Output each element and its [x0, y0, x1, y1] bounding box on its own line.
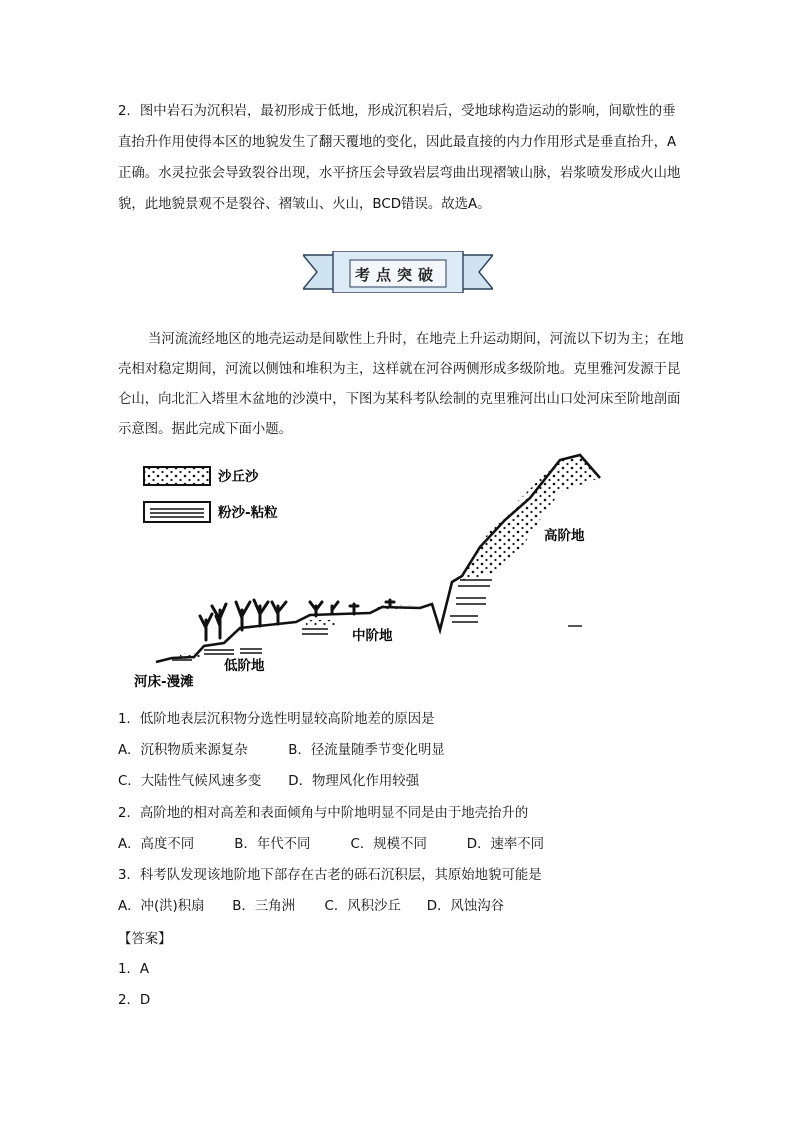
question-2-options [118, 833, 544, 852]
label-middle-terrace: 中阶地 [352, 628, 393, 644]
answer-title: 【答案】 [118, 932, 172, 947]
question-1-option-a: A．沉积物质来源复杂 [118, 743, 248, 758]
question-3-stem: 3．科考队发现该地阶地下部存在古老的砾石沉积层，其原始地貌可能是 [118, 868, 542, 883]
question-2-option-d: D．速率不同 [466, 837, 545, 852]
legend-silt-label: 粉沙-粘粒 [218, 505, 278, 521]
terrace-profile-drawing [120, 450, 610, 695]
label-riverbed: 河床-漫滩 [134, 674, 194, 690]
question-3-option-c: C．风积沙丘 [324, 899, 401, 914]
answer-1: 1．A [118, 962, 150, 977]
legend-sand-label: 沙丘沙 [218, 469, 259, 485]
question-1-options-row-1 [118, 739, 445, 758]
label-low-terrace: 低阶地 [224, 658, 265, 674]
label-high-terrace: 高阶地 [544, 528, 585, 544]
question-1-stem: 1．低阶地表层沉积物分选性明显较高阶地差的原因是 [118, 712, 435, 727]
question-1-option-c: C．大陆性气候风速多变 [118, 774, 262, 789]
terrace-profile-figure [120, 450, 610, 695]
question-1-option-d: D．物理风化作用较强 [288, 774, 420, 789]
question-2-option-a: A．高度不同 [118, 837, 195, 852]
legend-sand-swatch [144, 467, 210, 485]
question-1-option-b: B．径流量随季节变化明显 [288, 743, 445, 758]
legend-silt-swatch [144, 502, 210, 522]
answer-2: 2．D [118, 993, 151, 1008]
section-banner-label: 考点突破 [354, 265, 439, 284]
passage-paragraph: 当河流流经地区的地壳运动是间歇性上升时，在地壳上升运动期间，河流以下切为主；在地壳相对稳定期间，河流以侧蚀和堆积为主，这样就在河谷两侧形成多级阶地。克里雅河发源于昆仑山，向北汇入塔里木盆地的沙漠中，下图为某科考队绘制的克里雅河出山口处河床至阶地剖面示意图。据此完成下面小题。 [118, 332, 684, 437]
question-3-options [118, 895, 504, 914]
explanation-paragraph: 2．图中岩石为沉积岩，最初形成于低地，形成沉积岩后，受地球构造运动的影响，间歇性的垂直抬升作用使得本区的地貌发生了翻天覆地的变化，因此最直接的内力作用形式是垂直抬升，A正确。水灵拉张会导致裂谷出现，水平挤压会导致岩层弯曲出现褶皱山脉，岩浆喷发形成火山地貌，此地貌景观不是裂谷、褶皱山、火山，BCD错误。故选A。 [118, 104, 681, 212]
question-1-options-row-2 [118, 770, 419, 789]
question-3-option-d: D．风蚀沟谷 [426, 899, 505, 914]
question-3-option-a: A．冲(洪)积扇 [118, 899, 205, 914]
question-3-option-b: B．三角洲 [232, 899, 296, 914]
question-2-option-b: B．年代不同 [234, 837, 311, 852]
question-2-option-c: C．规模不同 [350, 837, 427, 852]
question-2-stem: 2．高阶地的相对高差和表面倾角与中阶地明显不同是由于地壳抬升的 [118, 806, 529, 821]
